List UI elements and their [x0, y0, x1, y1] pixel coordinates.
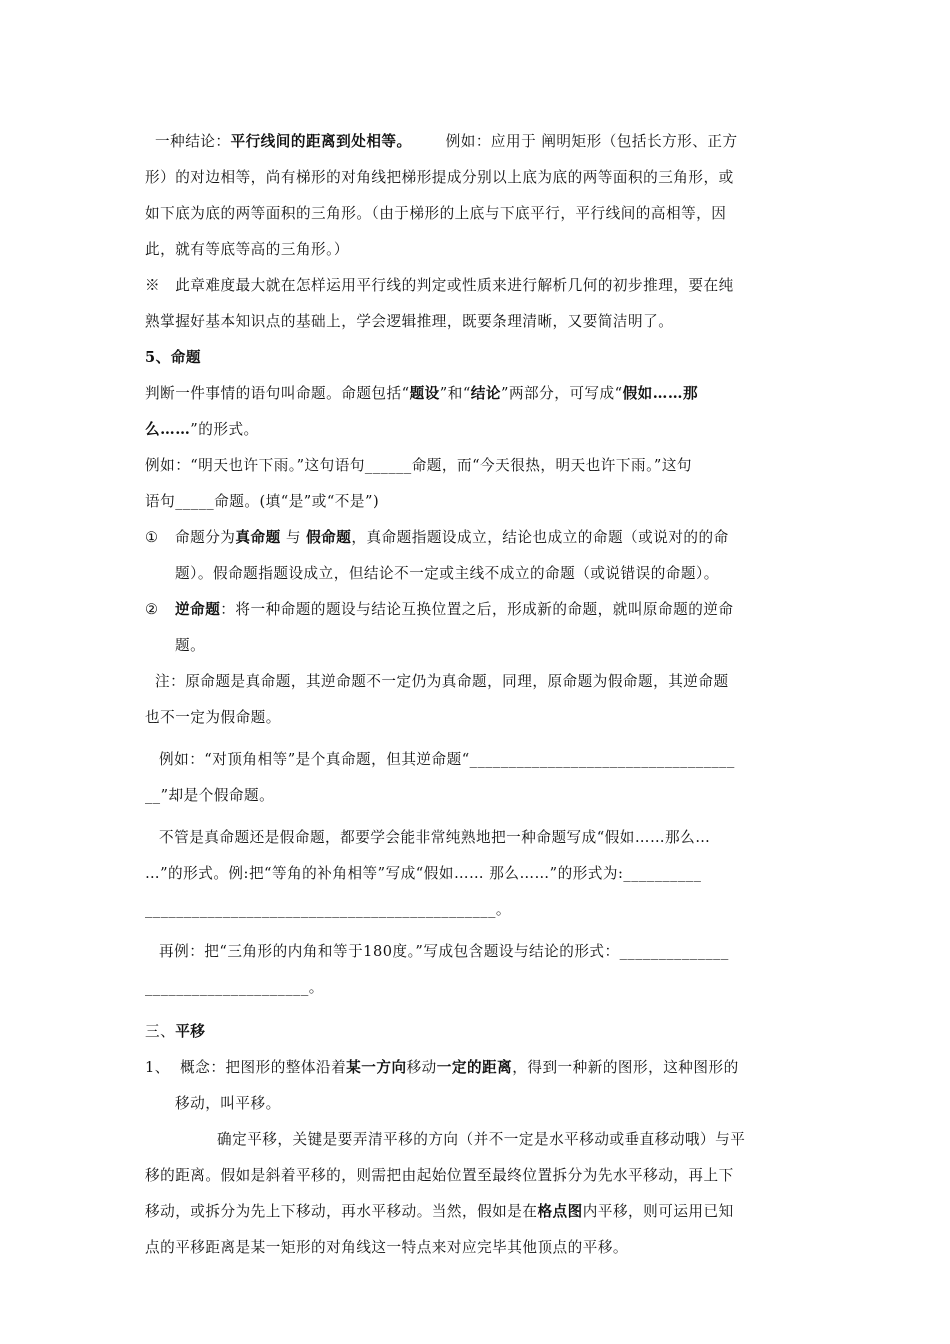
bold-term: 真命题: [235, 529, 281, 546]
text: 例如：应用于 阐明矩形（包括长方形、正方: [445, 133, 738, 150]
heading-number: 三、: [145, 1023, 176, 1040]
bold-term: 假如……那: [622, 385, 699, 402]
bold-term: 么……: [145, 421, 191, 438]
text: ，真命题指题设成立，结论也成立的命题（或说对的的命: [351, 529, 729, 546]
example-line: _____________________________________________。: [145, 901, 511, 918]
definition-line: [145, 412, 807, 448]
list-number: 1、: [145, 1059, 170, 1076]
text: ，得到一种新的图形，这种图形的: [512, 1059, 739, 1076]
list-item-continuation: 题）。假命题指题设成立，但结论不一定或主线不成立的命题（或说错误的命题）。: [175, 565, 719, 582]
bold-conclusion: 平行线间的距离到处相等。: [230, 133, 412, 150]
bold-term: 假命题: [306, 529, 352, 546]
example-line: 语句_____命题。(填“是”或“不是”): [145, 493, 380, 510]
paragraph-line: 如下底为底的两等面积的三角形。（由于梯形的上底与下底平行，平行线间的高相等，因: [145, 205, 727, 222]
paragraph-parallel-distance: [145, 124, 807, 160]
example-line: __”却是个假命题。: [145, 787, 275, 804]
example-line: _____________________。: [145, 979, 324, 996]
paragraph-line: 形）的对边相等，尚有梯形的对角线把梯形提成分别以上底为底的两等面积的三角形，或: [145, 169, 734, 186]
section-heading-translation: [145, 1014, 807, 1050]
bold-term: 一定的距离: [436, 1059, 513, 1076]
text: 概念：把图形的整体沿着: [175, 1059, 347, 1076]
example-line: 例如：“明天也许下雨。”这句语句______命题，而“今天很热，明天也许下雨。”这句: [145, 457, 693, 474]
bold-term: 结论: [470, 385, 501, 402]
text: 移动，或拆分为先上下移动，再水平移动。当然，假如是在: [145, 1203, 538, 1220]
text: ：将一种命题的题设与结论互换位置之后，形成新的命题，就叫原命题的逆命: [220, 601, 734, 618]
text: ”的形式。: [190, 421, 259, 438]
bold-term: 某一方向: [346, 1059, 407, 1076]
example-line: 再例：把“三角形的内角和等于180度。”写成包含题设与结论的形式：______________: [159, 943, 729, 960]
example-line: …”的形式。例:把“等角的补角相等”写成“假如…… 那么……”的形式为:__________: [145, 865, 702, 882]
list-item: [145, 1050, 807, 1086]
text: 命题分为: [175, 529, 236, 546]
paragraph-line: 此，就有等底等高的三角形。）: [145, 241, 350, 258]
note-line: 也不一定为假命题。: [145, 709, 281, 726]
text: ”和“: [439, 385, 471, 402]
note-line: 熟掌握好基本知识点的基础上，学会逻辑推理，既要条理清晰，又要简洁明了。: [145, 313, 674, 330]
paragraph-line: [145, 1194, 807, 1230]
text: 判断一件事情的语句叫命题。命题包括“: [145, 385, 410, 402]
list-item: [145, 520, 807, 556]
list-item: [145, 592, 807, 628]
definition-line: [145, 376, 807, 412]
note-line: 注：原命题是真命题，其逆命题不一定仍为真命题，同理，原命题为假命题，其逆命题: [155, 673, 729, 690]
text: ”两部分，可写成“: [500, 385, 623, 402]
paragraph-line: 移的距离。假如是斜着平移的，则需把由起始位置至最终位置拆分为先水平移动，再上下: [145, 1167, 734, 1184]
document-page: [145, 124, 807, 1266]
heading-title: 平移: [175, 1023, 206, 1040]
text: 内平移，则可运用已知: [582, 1203, 734, 1220]
bold-term: 格点图: [537, 1203, 583, 1220]
example-line: 例如：“对顶角相等”是个真命题，但其逆命题“__________________________________: [159, 751, 735, 768]
paragraph-line: 确定平移，关键是要弄清平移的方向（并不一定是水平移动或垂直移动哦）与平: [217, 1131, 746, 1148]
list-item-continuation: 移动，叫平移。: [175, 1095, 281, 1112]
example-line: 不管是真命题还是假命题，都要学会能非常纯熟地把一种命题写成“假如……那么…: [159, 829, 711, 846]
note-line: ※ 此章难度最大就在怎样运用平行线的判定或性质来进行解析几何的初步推理，要在纯: [145, 277, 734, 294]
paragraph-line: 点的平移距离是某一矩形的对角线这一特点来对应完毕其他顶点的平移。: [145, 1239, 629, 1256]
bold-term: 题设: [409, 385, 440, 402]
list-number: ②: [145, 601, 159, 618]
text: 与: [280, 529, 307, 546]
list-item-continuation: 题。: [175, 637, 206, 654]
text: 移动: [406, 1059, 437, 1076]
section-heading-propositions: 5、命题: [145, 349, 201, 366]
text: 一种结论：: [155, 133, 231, 150]
bold-term: 逆命题: [175, 601, 221, 618]
list-number: ①: [145, 529, 159, 546]
